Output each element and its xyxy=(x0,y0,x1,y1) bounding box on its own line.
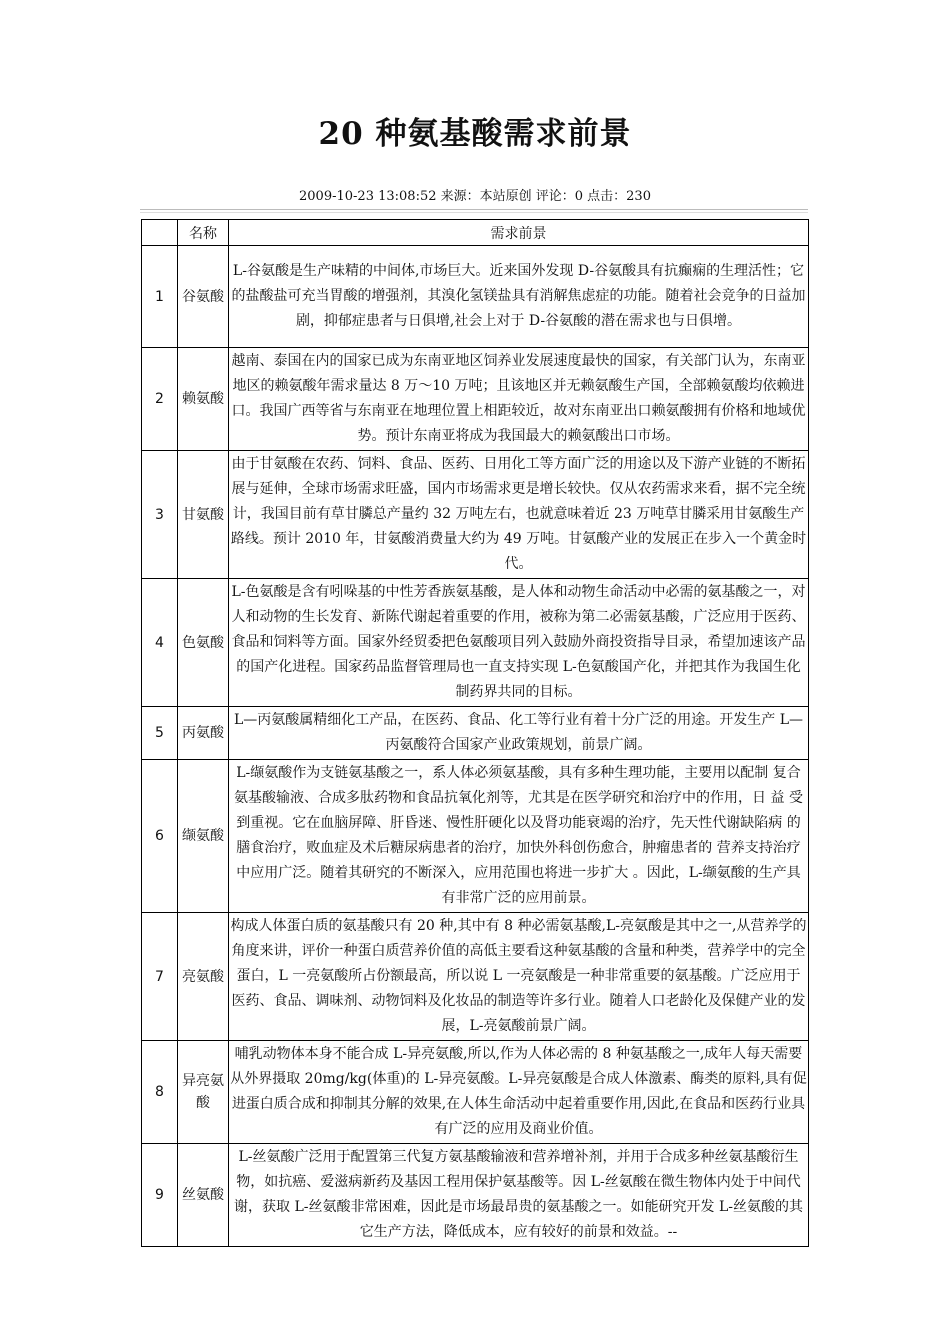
table-row xyxy=(142,913,809,1041)
amino-acid-name: 异亮氨酸 xyxy=(178,1041,229,1144)
table-row xyxy=(142,1144,809,1247)
row-number: 8 xyxy=(142,1041,178,1144)
amino-acid-name: 甘氨酸 xyxy=(178,451,229,579)
table-header-row xyxy=(142,220,809,246)
table-row xyxy=(142,451,809,579)
row-number: 3 xyxy=(142,451,178,579)
page-title: 20 种氨基酸需求前景 xyxy=(318,116,632,152)
amino-acid-name: 丝氨酸 xyxy=(178,1144,229,1247)
row-number: 9 xyxy=(142,1144,178,1247)
demand-description: L-缬氨酸作为支链氨基酸之一，系人体必须氨基酸，具有多种生理功能，主要用以配制 复合氨基酸输液、合成多肽药物和食品抗氧化剂等，尤其是在医学研究和治疗中的作用，日 益 受到重视。它在血脑屏障、肝昏迷、慢性肝硬化以及肾功能衰竭的治疗，先天性代谢缺陷病 的膳食治疗，败血症及术后糖尿病患者的治疗，加快外科创伤愈合，肿瘤患者的 营养支持治疗中应用广泛。随着其研究的不断深入，应用范围也将进一步扩大 。因此，L-缬氨酸的生产具有非常广泛的应用前景。 xyxy=(229,760,809,913)
demand-description: L—丙氨酸属精细化工产品，在医药、食品、化工等行业有着十分广泛的用途。开发生产 L—丙氨酸符合国家产业政策规划，前景广阔。 xyxy=(229,707,809,760)
amino-acid-name: 缬氨酸 xyxy=(178,760,229,913)
amino-acid-name: 谷氨酸 xyxy=(178,246,229,348)
row-number: 6 xyxy=(142,760,178,913)
demand-description: 哺乳动物体本身不能合成 L-异亮氨酸,所以,作为人体必需的 8 种氨基酸之一,成年人每天需要从外界摄取 20mg/kg(体重)的 L-异亮氨酸。L-异亮氨酸是合成人体激素、酶类的原料,具有促进蛋白质合成和抑制其分解的效果,在人体生命活动中起着重要作用,因此,在食品和医药行业具有广泛的应用及商业价值。 xyxy=(229,1041,809,1144)
demand-description: 由于甘氨酸在农药、饲料、食品、医药、日用化工等方面广泛的用途以及下游产业链的不断拓展与延伸，全球市场需求旺盛，国内市场需求更是增长较快。仅从农药需求来看，据不完全统计，我国目前有草甘膦总产量约 32 万吨左右，也就意味着近 23 万吨草甘膦采用甘氨酸生产路线。预计 2010 年，甘氨酸消费量大约为 49 万吨。甘氨酸产业的发展正在步入一个黄金时代。 xyxy=(229,451,809,579)
demand-description: 构成人体蛋白质的氨基酸只有 20 种,其中有 8 种必需氨基酸,L-亮氨酸是其中之一,从营养学的角度来讲，评价一种蛋白质营养价值的高低主要看这种氨基酸的含量和种类，营养学中的完全蛋白，L 一亮氨酸所占份额最高，所以说 L 一亮氨酸是一种非常重要的氨基酸。广泛应用于医药、食品、调味剂、动物饲料及化妆品的制造等许多行业。随着人口老龄化及保健产业的发展，L-亮氨酸前景广阔。 xyxy=(229,913,809,1041)
row-number: 4 xyxy=(142,579,178,707)
row-number: 5 xyxy=(142,707,178,760)
table-row xyxy=(142,760,809,913)
header-name: 名称 xyxy=(178,220,229,246)
row-number: 7 xyxy=(142,913,178,1041)
demand-description: L-色氨酸是含有吲哚基的中性芳香族氨基酸，是人体和动物生命活动中必需的氨基酸之一，对人和动物的生长发育、新陈代谢起着重要的作用，被称为第二必需氨基酸，广泛应用于医药、食品和饲料等方面。国家外经贸委把色氨酸项目列入鼓励外商投资指导目录，希望加速该产品的国产化进程。国家药品监督管理局也一直支持实现 L-色氨酸国产化，并把其作为我国生化制药界共同的目标。 xyxy=(229,579,809,707)
row-number: 1 xyxy=(142,246,178,348)
article-meta: 2009-10-23 13:08:52 来源：本站原创 评论：0 点击：230 xyxy=(299,189,651,204)
header-demand: 需求前景 xyxy=(229,220,809,246)
amino-acid-name: 赖氨酸 xyxy=(178,348,229,451)
table-row xyxy=(142,579,809,707)
demand-description: L-谷氨酸是生产味精的中间体,市场巨大。近来国外发现 D-谷氨酸具有抗癫痫的生理活性；它的盐酸盐可充当胃酸的增强剂，其溴化氢镁盐具有消解焦虑症的功能。随着社会竞争的日益加剧，抑郁症患者与日俱增,社会上对于 D-谷氨酸的潜在需求也与日俱增。 xyxy=(229,246,809,348)
demand-description: 越南、泰国在内的国家已成为东南亚地区饲养业发展速度最快的国家，有关部门认为，东南亚地区的赖氨酸年需求量达 8 万～10 万吨；且该地区并无赖氨酸生产国，全部赖氨酸均依赖进口。我国广西等省与东南亚在地理位置上相距较近，故对东南亚出口赖氨酸拥有价格和地域优势。预计东南亚将成为我国最大的赖氨酸出口市场。 xyxy=(229,348,809,451)
table-row xyxy=(142,1041,809,1144)
divider xyxy=(140,212,808,213)
divider xyxy=(140,209,808,210)
amino-acid-name: 亮氨酸 xyxy=(178,913,229,1041)
table-row xyxy=(142,348,809,451)
amino-acid-table xyxy=(141,219,809,1247)
amino-acid-name: 色氨酸 xyxy=(178,579,229,707)
header-number xyxy=(142,220,178,246)
table-row xyxy=(142,707,809,760)
amino-acid-name: 丙氨酸 xyxy=(178,707,229,760)
row-number: 2 xyxy=(142,348,178,451)
table-row xyxy=(142,246,809,348)
demand-description: L-丝氨酸广泛用于配置第三代复方氨基酸输液和营养增补剂，并用于合成多种丝氨基酸衍生物，如抗癌、爱滋病新药及基因工程用保护氨基酸等。因 L-丝氨酸在微生物体内处于中间代谢，获取 L-丝氨酸非常困难，因此是市场最昂贵的氨基酸之一。如能研究开发 L-丝氨酸的其它生产方法，降低成本，应有较好的前景和效益。-- xyxy=(229,1144,809,1247)
